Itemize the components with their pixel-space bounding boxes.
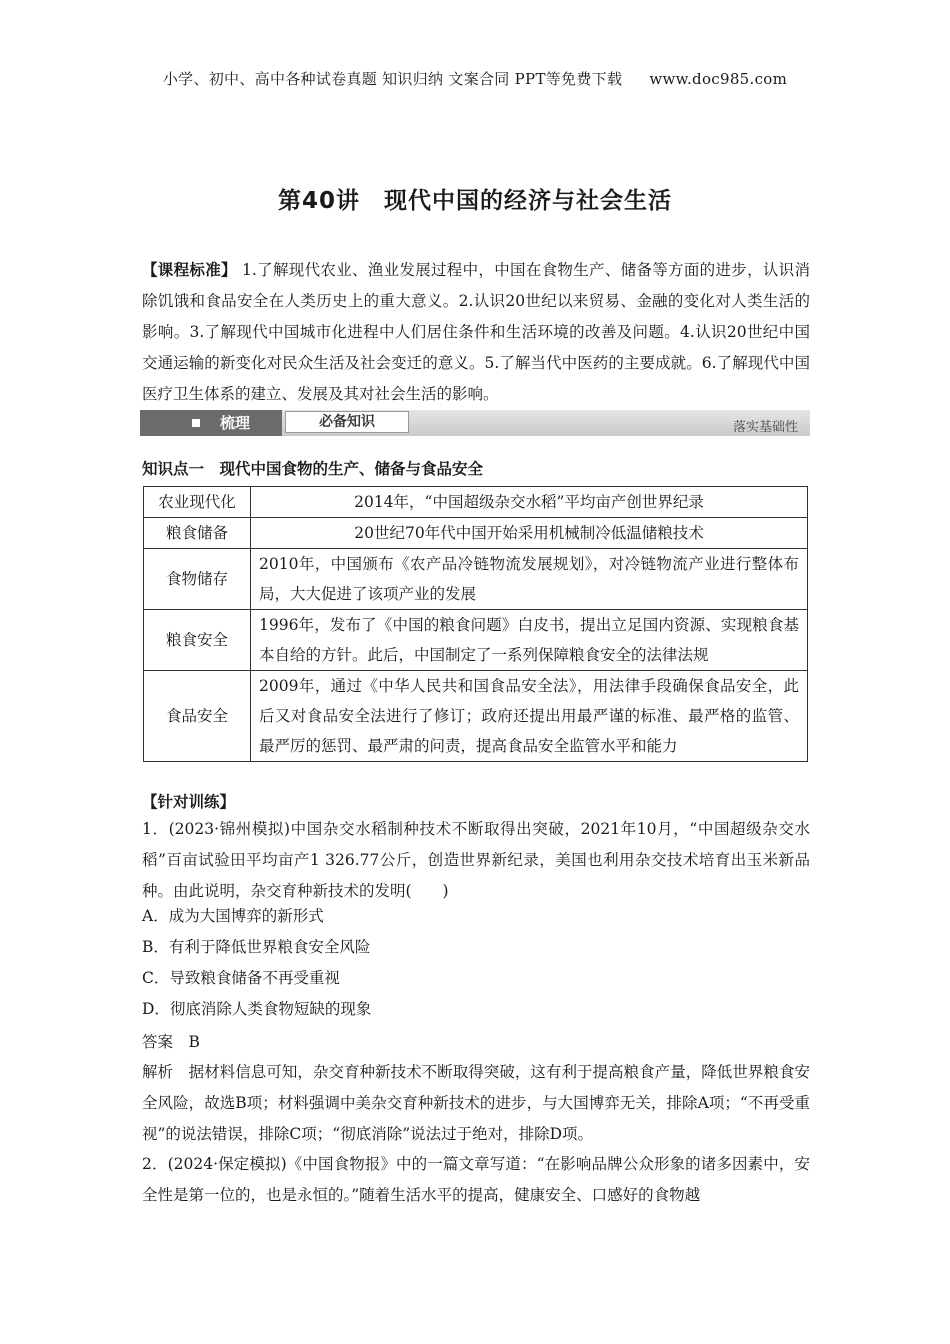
table-row [144,549,808,610]
table-topic: 粮食储备 [144,518,251,549]
question-1-explanation: 解析 据材料信息可知，杂交育种新技术不断取得突破，这有利于提高粮食产量，降低世界粮食安全风险，故选B项；材料强调中美杂交育种新技术的进步，与大国博弈无关，排除A项；“不再受重视”的说法错误，排除C项；“彻底消除”说法过于绝对，排除D项。 [142,1063,810,1143]
table-row [144,518,808,549]
page-title: 第40讲 现代中国的经济与社会生活 [277,188,672,214]
course-standard-text: 1.了解现代农业、渔业发展过程中，中国在食物生产、储备等方面的进步，认识消除饥饿和食品安全在人类历史上的重大意义。2.认识20世纪以来贸易、金融的变化对人类生活的影响。3.了解现代中国城市化进程中人们居住条件和生活环境的改善及问题。4.认识20世纪中国交通运输的新变化对民众生活及社会变迁的意义。5.了解当代中医药的主要成就。6.了解现代中国医疗卫生体系的建立、发展及其对社会生活的影响。 [142,261,810,403]
table-topic: 食物储存 [144,549,251,610]
band-tab-label: 必备知识 [285,411,409,433]
course-standard [142,255,810,410]
knowledge-table [143,486,808,762]
table-row [144,610,808,671]
table-content: 2010年，中国颁布《农产品冷链物流发展规划》，对冷链物流产业进行整体布局，大大促进了该项产业的发展 [251,549,808,610]
question-2-stem: 2．(2024·保定模拟)《中国食物报》中的一篇文章写道：“在影响品牌公众形象的诸多因素中，安全性是第一位的，也是永恒的。”随着生活水平的提高，健康安全、口感好的食物越 [142,1155,810,1204]
table-content: 20世纪70年代中国开始采用机械制冷低温储粮技术 [251,518,808,549]
table-content: 1996年，发布了《中国的粮食问题》白皮书，提出立足国内资源、实现粮食基本自给的方针。此后，中国制定了一系列保障粮食安全的法律法规 [251,610,808,671]
knowledge-point-heading: 知识点一 现代中国食物的生产、储备与食品安全 [142,460,484,478]
band-right-label: 落实基础性 [732,420,798,435]
question-1-option-b: B．有利于降低世界粮食安全风险 [142,938,371,956]
table-topic: 食品安全 [144,671,251,762]
table-row [144,671,808,762]
table-content: 2014年，“中国超级杂交水稻”平均亩产创世界纪录 [251,487,808,518]
square-bullet-icon [192,419,200,427]
table-topic: 粮食安全 [144,610,251,671]
table-row [144,487,808,518]
question-1-answer: 答案 B [142,1033,200,1051]
header-text: 小学、初中、高中各种试卷真题 知识归纳 文案合同 PPT等免费下载 [162,70,623,88]
band-left-label: 梳理 [220,414,251,432]
band-dark-block [140,410,282,436]
page-header [0,68,950,89]
question-1-option-c: C．导致粮食储备不再受重视 [142,969,340,987]
question-1-option-d: D．彻底消除人类食物短缺的现象 [142,1000,372,1018]
table-content: 2009年，通过《中华人民共和国食品安全法》，用法律手段确保食品安全，此后又对食品安全法进行了修订；政府还提出用最严谨的标准、最严格的监管、最严厉的惩罚、最严肃的问责，提高食品安全监管水平和能力 [251,671,808,762]
course-standard-label: 【课程标准】 [142,261,237,279]
drill-label: 【针对训练】 [142,793,236,811]
section-band [140,410,810,436]
table-topic: 农业现代化 [144,487,251,518]
header-url[interactable]: www.doc985.com [649,70,788,88]
question-1-option-a: A．成为大国博弈的新形式 [142,907,324,925]
question-1-stem: 1．(2023·锦州模拟)中国杂交水稻制种技术不断取得出突破，2021年10月，“中国超级杂交水稻”百亩试验田平均亩产1 326.77公斤，创造世界新纪录，美国也利用杂交技术培育出玉米新品种。由此说明，杂交育种新技术的发明( ) [142,820,810,900]
